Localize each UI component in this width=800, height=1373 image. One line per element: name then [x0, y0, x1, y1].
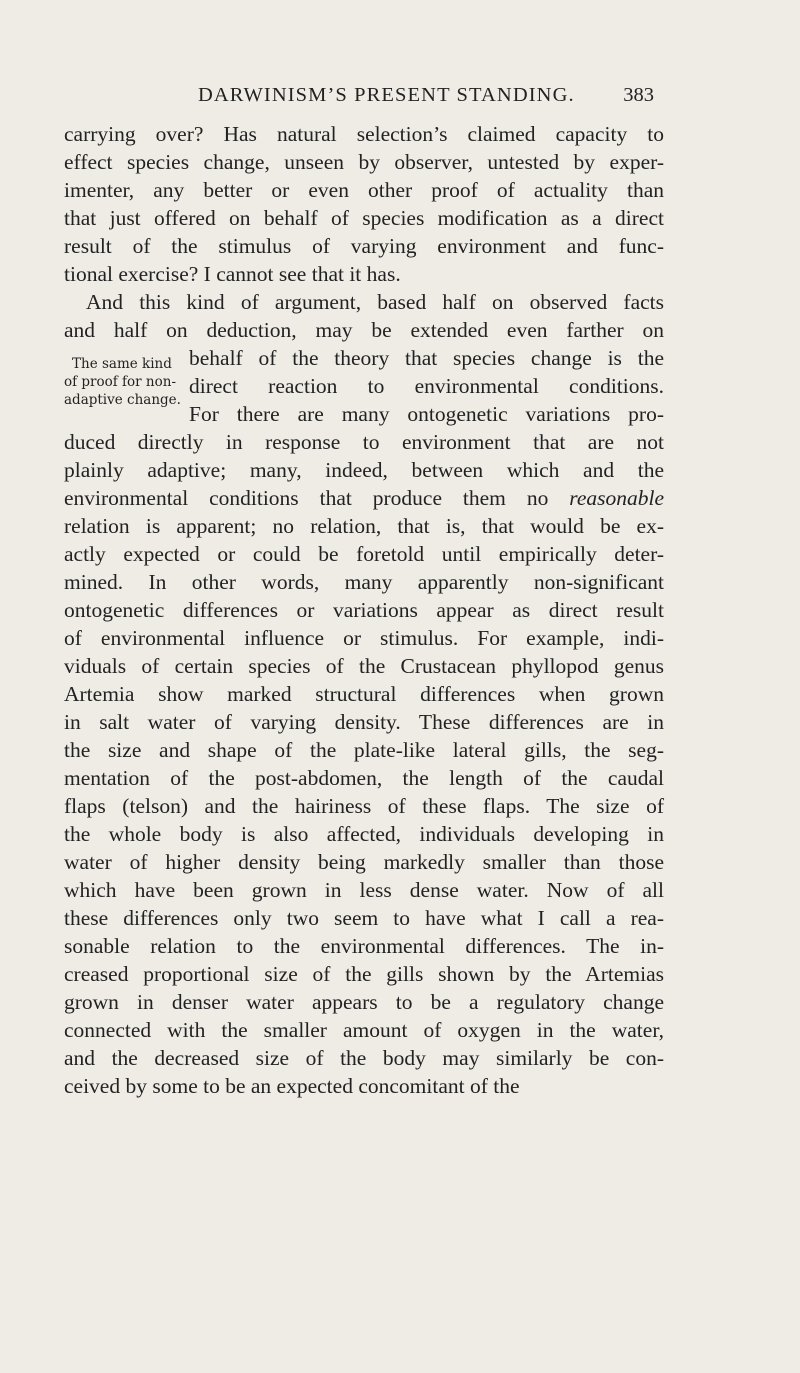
text-line: and half on deduction, may be extended even farther on [64, 318, 664, 342]
text-line: ceived by some to be an expected concomitant of the [64, 1074, 520, 1098]
body-text [64, 120, 664, 1100]
marginal-note-line: of proof for non- [64, 374, 177, 390]
text-line: connected with the smaller amount of oxygen in the water, [64, 1018, 664, 1042]
marginal-note-line: The same kind [72, 356, 172, 372]
text-line: carrying over? Has natural selection’s claimed capacity to [64, 122, 664, 146]
text-line: of environmental influence or stimulus. For example, indi- [64, 626, 664, 650]
text-line: water of higher density being markedly smaller than those [64, 850, 664, 874]
text-line: which have been grown in less dense water. Now of all [64, 878, 664, 902]
text-line: result of the stimulus of varying environment and func- [64, 234, 664, 258]
text-line: imenter, any better or even other proof of actuality than [64, 178, 664, 202]
running-title: DARWINISM’S PRESENT STANDING. [198, 84, 575, 106]
text-line: relation is apparent; no relation, that is, that would be ex- [64, 514, 664, 538]
text-line: viduals of certain species of the Crustacean phyllopod genus [64, 654, 664, 678]
text-line: these differences only two seem to have what I call a rea- [64, 906, 664, 930]
text-line [64, 484, 664, 512]
text-line: plainly adaptive; many, indeed, between which and the [64, 458, 664, 482]
text-line: actly expected or could be foretold until empirically deter- [64, 542, 664, 566]
text-line: grown in denser water appears to be a regulatory change [64, 990, 664, 1014]
text-line: the whole body is also affected, individuals developing in [64, 822, 664, 846]
text-line: and the decreased size of the body may similarly be con- [64, 1046, 664, 1070]
text-line: direct reaction to environmental conditions. [189, 374, 664, 398]
text-line: For there are many ontogenetic variations pro- [189, 402, 664, 426]
text-line: effect species change, unseen by observer, untested by exper- [64, 150, 664, 174]
text-line: duced directly in response to environment that are not [64, 430, 664, 454]
text-line: And this kind of argument, based half on observed facts [86, 290, 664, 314]
text-line: behalf of the theory that species change is the [189, 346, 664, 370]
text-line: creased proportional size of the gills shown by the Artemias [64, 962, 664, 986]
italic-word: reasonable [569, 486, 664, 510]
text-line: mined. In other words, many apparently non-significant [64, 570, 664, 594]
text-line: sonable relation to the environmental differences. The in- [64, 934, 664, 958]
page-number: 383 [623, 84, 654, 106]
text-line: mentation of the post-abdomen, the length of the caudal [64, 766, 664, 790]
text-line: that just offered on behalf of species modification as a direct [64, 206, 664, 230]
marginal-note-line: adaptive change. [64, 392, 181, 408]
text-line: ontogenetic differences or variations appear as direct result [64, 598, 664, 622]
text-line: the size and shape of the plate-like lateral gills, the seg- [64, 738, 664, 762]
text-line: in salt water of varying density. These differences are in [64, 710, 664, 734]
text-line-main: environmental conditions that produce them no [64, 486, 549, 510]
text-line: Artemia show marked structural differences when grown [64, 682, 664, 706]
text-line: flaps (telson) and the hairiness of these flaps. The size of [64, 794, 664, 818]
text-line: tional exercise? I cannot see that it has. [64, 262, 401, 286]
